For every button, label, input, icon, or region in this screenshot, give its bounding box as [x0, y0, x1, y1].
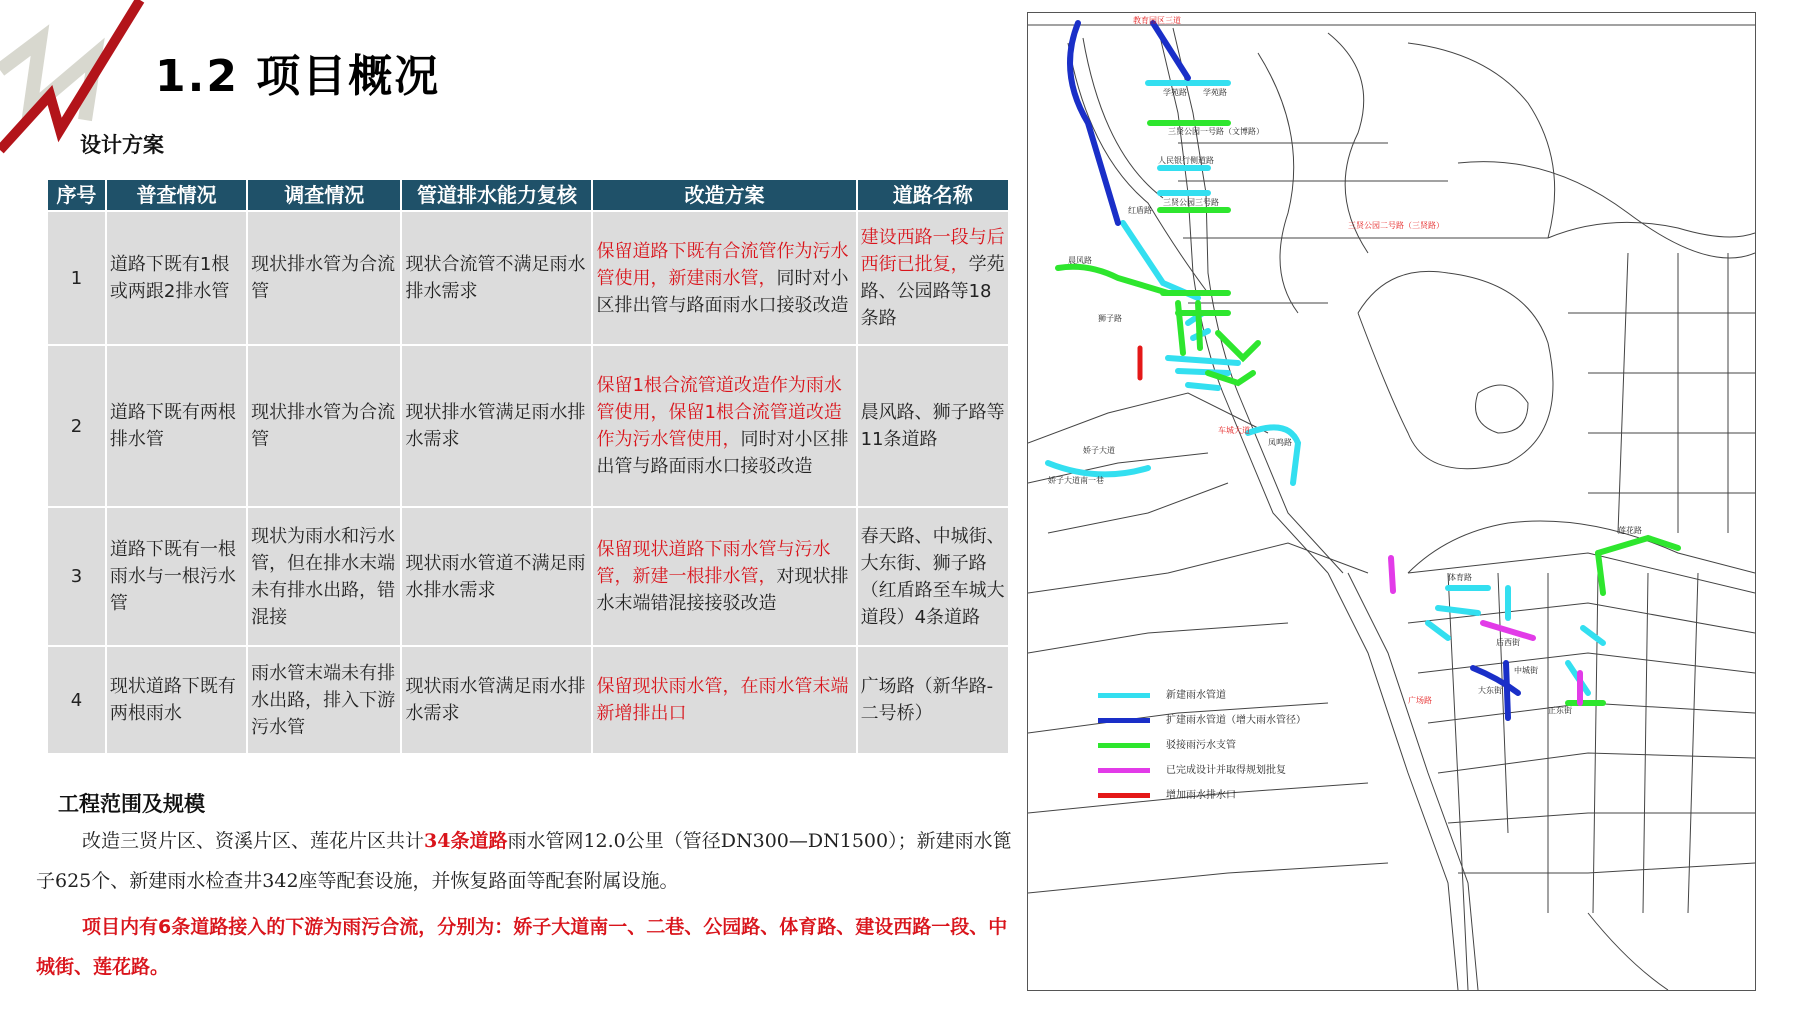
cell-investigation: 现状为雨水和污水管，但在排水末端未有排水出路，错混接	[248, 508, 400, 645]
map-label: 三贤公园一号路（文博路）	[1168, 127, 1264, 136]
cell-capacity: 现状雨水管道不满足雨水排水需求	[402, 508, 591, 645]
cell-survey: 道路下既有1根或两跟2排水管	[107, 212, 246, 344]
cell-investigation: 雨水管末端未有排水出路，排入下游污水管	[248, 647, 400, 753]
scope-paragraph	[36, 821, 1016, 901]
plan-highlight: 保留现状雨水管，在雨水管末端新增排出口	[596, 676, 849, 724]
road-text: 学苑路、公园路等18条路	[860, 254, 1005, 329]
map-label: 娇子大道南一巷	[1048, 476, 1104, 485]
cell-investigation: 现状排水管为合流管	[248, 212, 400, 344]
plan-text: 同时对小区排出管与路面雨水口接驳改造	[596, 429, 849, 477]
legend-swatch	[1098, 693, 1150, 698]
header-road: 道路名称	[858, 180, 1008, 210]
cell-capacity: 现状合流管不满足雨水排水需求	[402, 212, 591, 344]
header-investigation: 调查情况	[248, 180, 400, 210]
legend-label: 扩建雨水管道（增大雨水管径）	[1166, 715, 1306, 726]
table-row	[48, 212, 1008, 344]
cell-road	[858, 647, 1008, 753]
header-no: 序号	[48, 180, 105, 210]
page-title: 1.2 项目概况	[155, 51, 441, 102]
map-label: 狮子路	[1098, 314, 1122, 323]
map-label: 莲花路	[1618, 526, 1642, 535]
cell-survey: 道路下既有一根雨水与一根污水管	[107, 508, 246, 645]
plan-highlight: 保留1根合流管道改造作为雨水管使用，保留1根合流管道改造作为污水管使用，	[596, 375, 842, 450]
cell-road	[858, 346, 1008, 506]
combined-sewer-text: 项目内有6条道路接入的下游为雨污合流，分别为：娇子大道南一、二巷、公园路、体育路、建设西路一段、中城街、莲花路。	[36, 916, 1008, 978]
map-label: 体育路	[1448, 573, 1472, 582]
map-label: 车城大道	[1218, 426, 1250, 435]
road-map-svg	[1028, 13, 1755, 990]
road-text: 春天路、中城街、大东街、狮子路（红盾路至车城大道段）4条道路	[860, 525, 1005, 628]
map-label: 学苑路	[1163, 88, 1187, 97]
plan-highlight: 保留现状道路下雨水管与污水管，新建一根排水管，	[596, 539, 831, 587]
scope-label: 工程范围及规模	[58, 792, 205, 816]
map-label: 正东街	[1548, 706, 1572, 715]
road-text: 广场路（新华路-二号桥）	[860, 676, 994, 724]
cell-plan	[593, 212, 855, 344]
table-header-row	[48, 180, 1008, 210]
combined-sewer-paragraph	[36, 907, 1016, 987]
cell-no: 3	[48, 508, 105, 645]
table-row	[48, 508, 1008, 645]
legend-swatch	[1098, 743, 1150, 748]
cell-road	[858, 508, 1008, 645]
map-label: 后西街	[1496, 638, 1520, 647]
cell-no: 4	[48, 647, 105, 753]
legend-label: 增加雨水排水口	[1166, 790, 1236, 801]
cell-no: 1	[48, 212, 105, 344]
scope-text-1: 改造三贤片区、资溪片区、莲花片区共计	[82, 830, 425, 852]
cell-capacity: 现状雨水管满足雨水排水需求	[402, 647, 591, 753]
plan-text: 同时对小区排出管与路面雨水口接驳改造	[596, 267, 849, 316]
header-capacity: 管道排水能力复核	[402, 180, 591, 210]
map-label: 人民银行侧道路	[1158, 156, 1214, 165]
legend-swatch	[1098, 718, 1150, 723]
legend-swatch	[1098, 793, 1150, 798]
map-label: 学苑路	[1203, 88, 1227, 97]
map-label: 娇子大道	[1083, 446, 1115, 455]
plan-highlight: 保留道路下既有合流管作为污水管使用，新建雨水管，	[596, 240, 849, 289]
legend-label: 已完成设计并取得规划批复	[1166, 765, 1286, 776]
map-label: 晨风路	[1068, 256, 1092, 265]
map-label: 凤鸣路	[1268, 438, 1292, 447]
map-label: 三贤公园三号路	[1163, 198, 1219, 207]
cell-road	[858, 212, 1008, 344]
corner-decoration	[0, 0, 180, 200]
project-map	[1027, 12, 1756, 991]
road-text: 晨风路、狮子路等11条道路	[860, 402, 1005, 450]
plan-text: 对现状排水末端错混接接驳改造	[596, 566, 849, 614]
legend-swatch	[1098, 768, 1150, 773]
design-label: 设计方案	[80, 133, 164, 157]
map-label: 三贤公园二号路（三贤路）	[1348, 221, 1444, 230]
cell-plan	[593, 647, 855, 753]
header-survey: 普查情况	[107, 180, 246, 210]
map-label: 中城街	[1514, 666, 1538, 675]
scope-highlight: 34条道路	[424, 830, 508, 852]
map-label: 红盾路	[1128, 206, 1152, 215]
cell-no: 2	[48, 346, 105, 506]
scope-text-2: 雨水管网12.0公里（管径DN300—DN1500）；新建雨水篦子625个、新建雨水检查井342座等配套设施，并恢复路面等配套附属设施。	[36, 830, 1012, 892]
map-label: 大东街	[1478, 686, 1502, 695]
cell-survey: 现状道路下既有两根雨水	[107, 647, 246, 753]
table-row	[48, 647, 1008, 753]
legend-label: 新建雨水管道	[1166, 690, 1226, 701]
cell-survey: 道路下既有两根排水管	[107, 346, 246, 506]
table-row	[48, 346, 1008, 506]
map-label: 广场路	[1408, 696, 1432, 705]
cell-capacity: 现状排水管满足雨水排水需求	[402, 346, 591, 506]
cell-plan	[593, 508, 855, 645]
cell-plan	[593, 346, 855, 506]
legend-label: 驳接雨污水支管	[1166, 740, 1236, 751]
design-plan-table	[46, 178, 1010, 755]
header-plan: 改造方案	[593, 180, 855, 210]
road-highlight: 建设西路一段与后西街已批复，	[860, 227, 1005, 275]
cell-investigation: 现状排水管为合流管	[248, 346, 400, 506]
map-label: 教育园区三道	[1133, 16, 1181, 25]
